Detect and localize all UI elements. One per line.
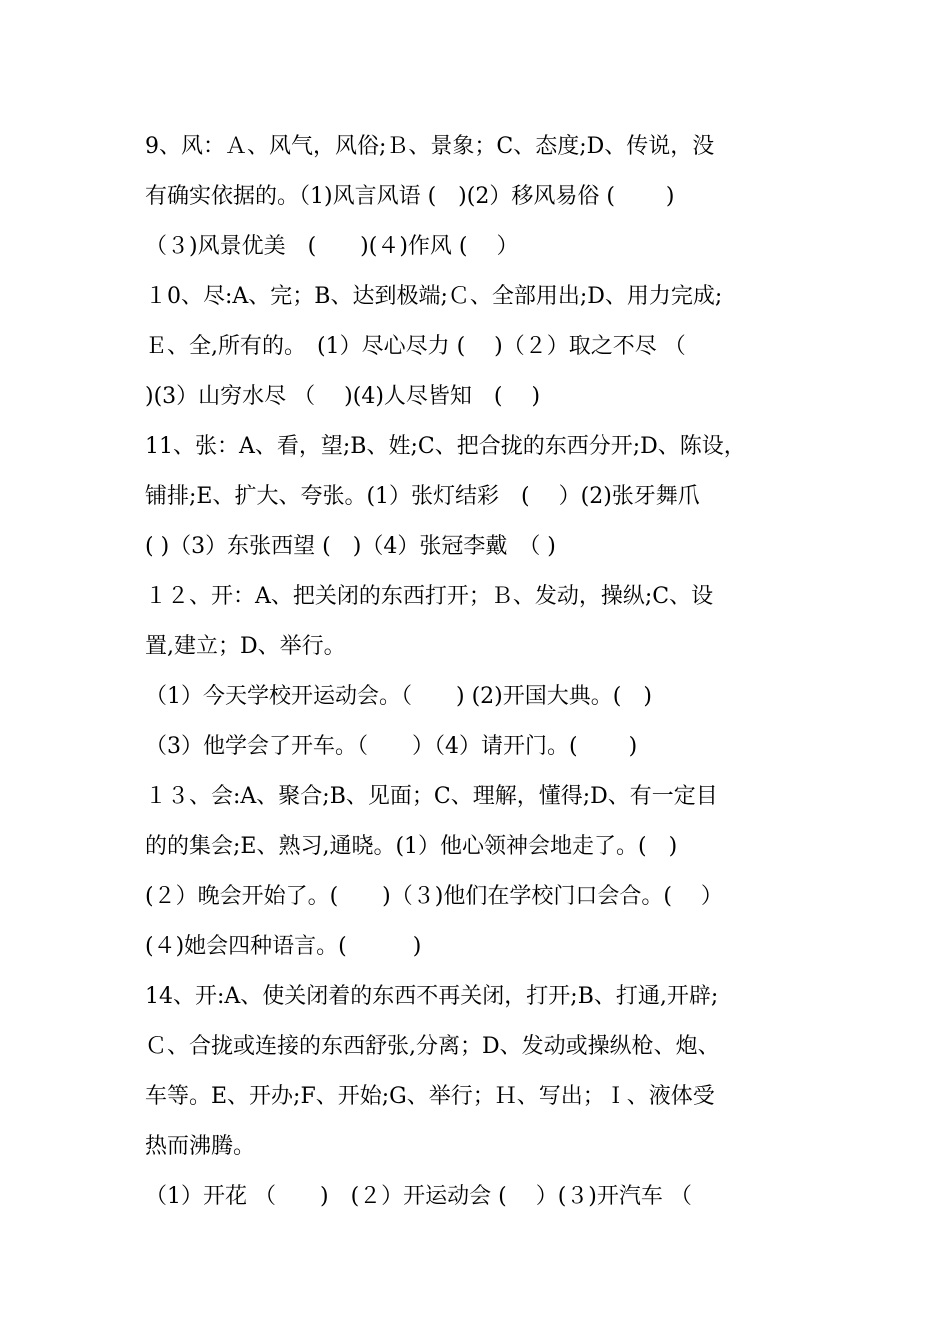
text-line: 铺排;E、扩大、夸张。(1）张灯结彩 ( ）(2)张牙舞爪 bbox=[145, 484, 700, 509]
text-line: (４)她会四种语言。( ) bbox=[145, 934, 422, 959]
text-line: 14、开:A、使关闭着的东西不再关闭，打开;B、打通,开辟; bbox=[145, 984, 719, 1009]
text-line: １２、开：A、把关闭的东西打开；Ｂ、发动，操纵;C、设 bbox=[145, 584, 714, 609]
text-line: 有确实依据的。（1)风言风语 ( )(2）移风易俗 ( ) bbox=[145, 184, 675, 209]
text-line: （３)风景优美 ( )(４)作风 ( ） bbox=[145, 234, 519, 259]
text-line: ( )（3）东张西望 ( )（4）张冠李戴 （ ) bbox=[145, 534, 556, 559]
text-line: 11、张：A、看，望;B、姓;C、把合拢的东西分开;D、陈设， bbox=[145, 434, 746, 459]
text-line: Ｃ、合拢或连接的东西舒张,分离；D、发动或操纵枪、炮、 bbox=[145, 1034, 720, 1059]
text-line: 热而沸腾。 bbox=[145, 1134, 256, 1159]
text-line: )(3）山穷水尽 （ )(4)人尽皆知 ( ) bbox=[145, 384, 541, 409]
text-line: （1）今天学校开运动会。（ ) (2)开国大典。( ) bbox=[145, 684, 652, 709]
text-line: 车等。E、开办;F、开始;G、举行；Ｈ、写出；Ｉ、液体受 bbox=[145, 1084, 715, 1109]
text-line: 置,建立；D、举行。 bbox=[145, 634, 346, 659]
text-line: 的的集会;E、熟习,通晓。(1）他心领神会地走了。( ) bbox=[145, 834, 678, 859]
text-line: （1）开花 （ ) (２）开运动会 ( ）(３)开汽车 （ bbox=[145, 1184, 692, 1209]
text-line: 9、风：Ａ、风气，风俗;Ｂ、景象；C、态度;D、传说，没 bbox=[145, 134, 715, 159]
text-line: １３、会:A、聚合;B、见面；C、理解，懂得;D、有一定目 bbox=[145, 784, 718, 809]
text-line: １0、尽:A、完；B、达到极端;Ｃ、全部用出;D、用力完成; bbox=[145, 284, 723, 309]
text-line: （3）他学会了开车。（ ）（4）请开门。( ) bbox=[145, 734, 638, 759]
text-line: Ｅ、全,所有的。 (1）尽心尽力 ( )（２）取之不尽 （ bbox=[145, 334, 686, 359]
text-line: (２）晚会开始了。( )（３)他们在学校门口会合。( ） bbox=[145, 884, 723, 909]
